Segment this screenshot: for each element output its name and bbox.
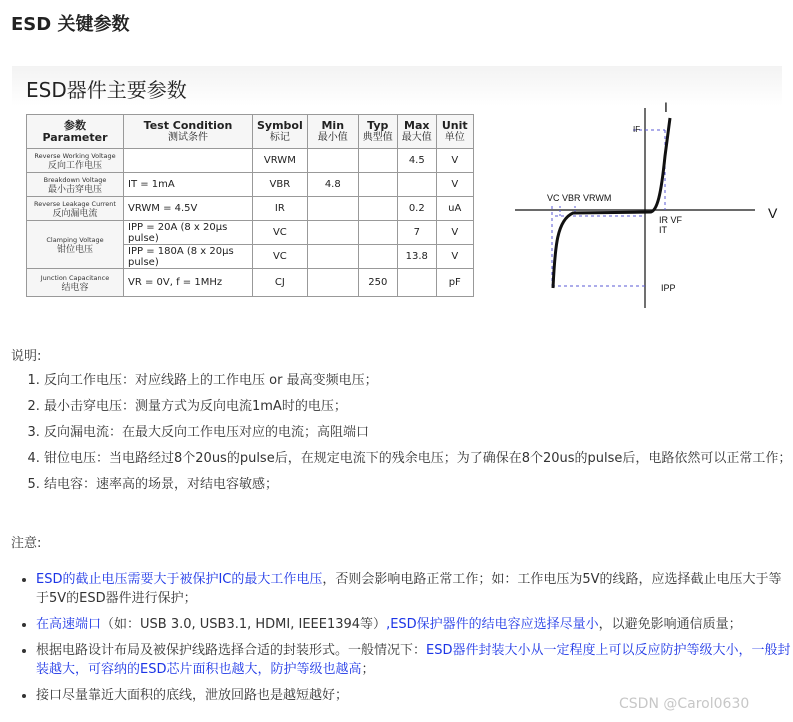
symbol-cell: IR xyxy=(253,197,308,221)
highlight-text: ESD器件封装大小从一定程度上可以反应防护等级大小，一般封装越大，可容纳的ESD芯片面积也越大，防护等级也越高 xyxy=(36,643,791,677)
param-name: Reverse Leakage Current 反向漏电流 xyxy=(27,197,124,221)
list-item: 3. 反向漏电流：在最大反向工作电压对应的电流；高阻端口 xyxy=(44,420,793,446)
header-unit: Unit 单位 xyxy=(436,115,473,149)
note-text: 根据电路设计布局及被保护线路选择合适的封装形式。一般情况下： xyxy=(36,643,427,658)
note-text: ，以避免影响通信质量； xyxy=(598,617,742,632)
unit-cell: V xyxy=(436,173,473,197)
ipp-label: IPP xyxy=(661,283,676,293)
max-cell xyxy=(397,269,436,297)
test-condition: IT = 1mA xyxy=(124,173,253,197)
max-cell: 0.2 xyxy=(397,197,436,221)
highlight-text: 在高速端口 xyxy=(36,617,102,632)
max-cell: 4.5 xyxy=(397,149,436,173)
param-name: Breakdown Voltage 最小击穿电压 xyxy=(27,173,124,197)
param-name: Junction Capacitance 结电容 xyxy=(27,269,124,297)
description-label: 说明: xyxy=(11,349,42,364)
typ-cell: 250 xyxy=(358,269,397,297)
header-parameter: 参数 Parameter xyxy=(27,115,124,149)
highlight-text: ,ESD保护器件的结电容应选择尽量小 xyxy=(386,617,599,632)
table-row xyxy=(27,269,474,297)
table-row xyxy=(27,197,474,221)
i-axis-label: I xyxy=(664,99,668,115)
symbol-cell: VRWM xyxy=(253,149,308,173)
if-label: IF xyxy=(633,125,641,134)
vc-vbr-vrwm-label: VC VBR VRWM xyxy=(547,193,612,203)
description-list xyxy=(28,368,793,498)
table-row xyxy=(27,221,474,245)
test-condition: IPP = 180A (8 x 20μs pulse) xyxy=(124,245,253,269)
v-axis-label: V xyxy=(768,205,778,221)
list-item: • 接口尽量靠近大面积的底线，泄放回路也是越短越好； xyxy=(36,686,791,705)
table-row xyxy=(27,173,474,197)
symbol-cell: VBR xyxy=(253,173,308,197)
table-row xyxy=(27,149,474,173)
test-condition: IPP = 20A (8 x 20μs pulse) xyxy=(124,221,253,245)
typ-cell xyxy=(358,149,397,173)
unit-cell: V xyxy=(436,149,473,173)
symbol-cell: VC xyxy=(253,245,308,269)
unit-cell: V xyxy=(436,221,473,245)
it-label: IT xyxy=(659,225,667,235)
min-cell xyxy=(307,269,358,297)
max-cell xyxy=(397,173,436,197)
test-condition: VRWM = 4.5V xyxy=(124,197,253,221)
ir-vf-label: IR VF xyxy=(659,215,683,225)
symbol-cell: CJ xyxy=(253,269,308,297)
header-min: Min 最小值 xyxy=(307,115,358,149)
min-cell xyxy=(307,149,358,173)
list-item: 4. 钳位电压：当电路经过8个20us的pulse后，在规定电流下的残余电压；为了确保在8个20us的pulse后，电路依然可以正常工作； xyxy=(44,446,793,472)
note-text: （如：USB 3.0, USB3.1, HDMI, IEEE1394等） xyxy=(101,617,387,632)
highlight-text: ESD的截止电压需要大于被保护IC的最大工作电压 xyxy=(36,572,323,587)
max-cell: 13.8 xyxy=(397,245,436,269)
iv-curve xyxy=(553,118,670,288)
iv-characteristic-curve xyxy=(515,96,780,311)
note-text: ，否则会影响电路正常工作；如：工作电压为5V的线路，应选择截止电压大于等于5V的ESD器件进行保护； xyxy=(36,572,782,606)
min-cell xyxy=(307,221,358,245)
unit-cell: V xyxy=(436,245,473,269)
parameter-table xyxy=(26,114,474,297)
param-name: Reverse Working Voltage 反向工作电压 xyxy=(27,149,124,173)
list-item xyxy=(36,641,791,679)
typ-cell xyxy=(358,245,397,269)
max-cell: 7 xyxy=(397,221,436,245)
unit-cell: pF xyxy=(436,269,473,297)
test-condition xyxy=(124,149,253,173)
min-cell xyxy=(307,245,358,269)
symbol-cell: VC xyxy=(253,221,308,245)
list-item xyxy=(36,570,791,608)
min-cell xyxy=(307,197,358,221)
header-condition: Test Condition 测试条件 xyxy=(124,115,253,149)
esd-parameter-figure xyxy=(12,66,782,324)
note-text: ； xyxy=(361,662,375,677)
list-item: 2. 最小击穿电压：测量方式为反向电流1mA时的电压； xyxy=(44,394,793,420)
param-name: Clamping Voltage 钳位电压 xyxy=(27,221,124,269)
table-header-row xyxy=(27,115,474,149)
watermark: CSDN @Carol0630 xyxy=(619,696,750,712)
unit-cell: uA xyxy=(436,197,473,221)
list-item xyxy=(36,615,791,634)
test-condition: VR = 0V, f = 1MHz xyxy=(124,269,253,297)
page-title: ESD 关键参数 xyxy=(11,14,130,35)
figure-title: ESD器件主要参数 xyxy=(26,78,187,102)
typ-cell xyxy=(358,221,397,245)
typ-cell xyxy=(358,197,397,221)
min-cell: 4.8 xyxy=(307,173,358,197)
list-item: 5. 结电容：速率高的场景，对结电容敏感； xyxy=(44,472,793,498)
notes-label: 注意: xyxy=(11,536,42,551)
list-item: 1. 反向工作电压：对应线路上的工作电压 or 最高变频电压； xyxy=(44,368,793,394)
notes-list xyxy=(22,570,791,712)
typ-cell xyxy=(358,173,397,197)
header-symbol: Symbol 标记 xyxy=(253,115,308,149)
header-typ: Typ 典型值 xyxy=(358,115,397,149)
header-max: Max 最大值 xyxy=(397,115,436,149)
